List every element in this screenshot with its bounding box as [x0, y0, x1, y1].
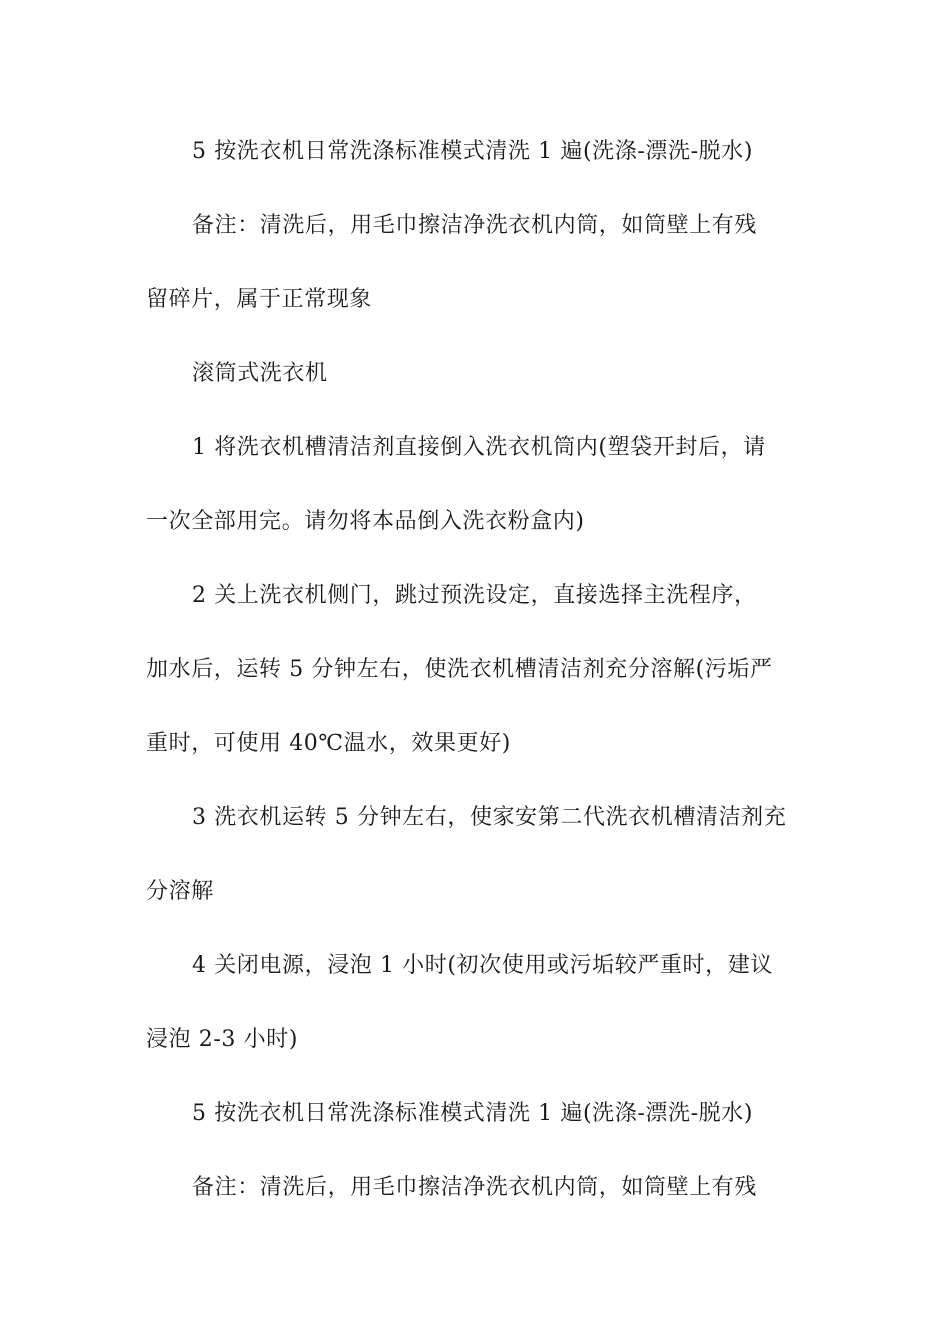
text-line: 备注：清洗后，用毛巾擦洁净洗衣机内筒，如筒壁上有残: [192, 1175, 758, 1200]
text-line: 浸泡 2-3 小时): [146, 1027, 298, 1052]
text-line: 分溶解: [146, 879, 214, 904]
text-line: 5 按洗衣机日常洗涤标准模式清洗 1 遍(洗涤-漂洗-脱水): [192, 139, 754, 164]
text-line: 一次全部用完。请勿将本品倒入洗衣粉盒内): [146, 509, 585, 534]
text-line: 留碎片，属于正常现象: [146, 287, 373, 312]
section-heading: 滚筒式洗衣机: [192, 361, 328, 386]
text-line: 2 关上洗衣机侧门，跳过预洗设定，直接选择主洗程序，: [192, 583, 757, 608]
text-line: 3 洗衣机运转 5 分钟左右，使家安第二代洗衣机槽清洁剂充: [192, 805, 787, 830]
text-line: 1 将洗衣机槽清洁剂直接倒入洗衣机筒内(塑袋开封后，请: [192, 435, 766, 460]
text-line: 加水后，运转 5 分钟左右，使洗衣机槽清洁剂充分溶解(污垢严: [146, 657, 773, 682]
text-line: 重时，可使用 40℃温水，效果更好): [146, 731, 511, 756]
text-line: 4 关闭电源，浸泡 1 小时(初次使用或污垢较严重时，建议: [192, 953, 773, 978]
text-line: 备注：清洗后，用毛巾擦洁净洗衣机内筒，如筒壁上有残: [192, 213, 758, 238]
text-line: 5 按洗衣机日常洗涤标准模式清洗 1 遍(洗涤-漂洗-脱水): [192, 1101, 754, 1126]
